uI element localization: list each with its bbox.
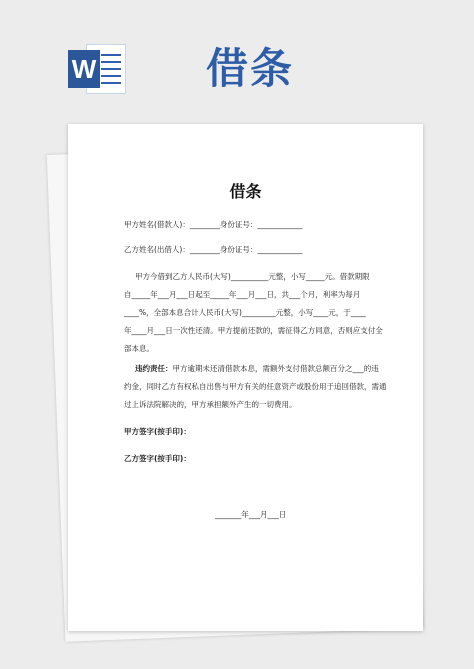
- body-line: ____%，全部本息合计人民币(大写)_________元整，小写____元，于____: [124, 308, 366, 317]
- word-icon: [68, 44, 126, 94]
- header-title: 借条: [206, 44, 295, 93]
- word-icon-letter: W: [68, 50, 100, 88]
- body-line: 甲方今借到乙方人民币(大写)__________元整，小写_____元。借款期限: [135, 272, 370, 281]
- penalty-line: 过上诉法院解决的，甲方承担额外产生的一切费用。: [124, 400, 297, 409]
- penalty-text: 甲方逾期未还清借款本息，需额外支付借款总额百分之___的违: [172, 364, 379, 373]
- penalty-line: [135, 364, 379, 373]
- body-line: 部本息。: [124, 344, 154, 353]
- penalty-line: 约金，同时乙方有权私自出售与甲方有关的任意资产或股份用于追回借款，需通: [124, 382, 387, 391]
- lender-line: 甲方姓名(借款人)：________身份证号：____________: [124, 220, 303, 229]
- signature-a: 甲方签字(按手印)：: [124, 427, 191, 436]
- penalty-label: 违约责任：: [135, 364, 173, 373]
- header-banner: [0, 0, 474, 118]
- document-page: [68, 124, 423, 631]
- body-line: 年____月___日一次性还清。甲方提前还款的，需征得乙方同意，否则应支付全: [124, 326, 383, 335]
- signature-b: 乙方签字(按手印)：: [124, 454, 191, 463]
- body-line: 自_____年___月___日起至_____年___月___日，共___个月，利率为每月: [124, 290, 361, 299]
- document-title: 借条: [229, 182, 262, 201]
- borrower-line: 乙方姓名(出借人)：________身份证号：____________: [124, 245, 303, 254]
- date-line: _______年___月___日: [215, 510, 287, 519]
